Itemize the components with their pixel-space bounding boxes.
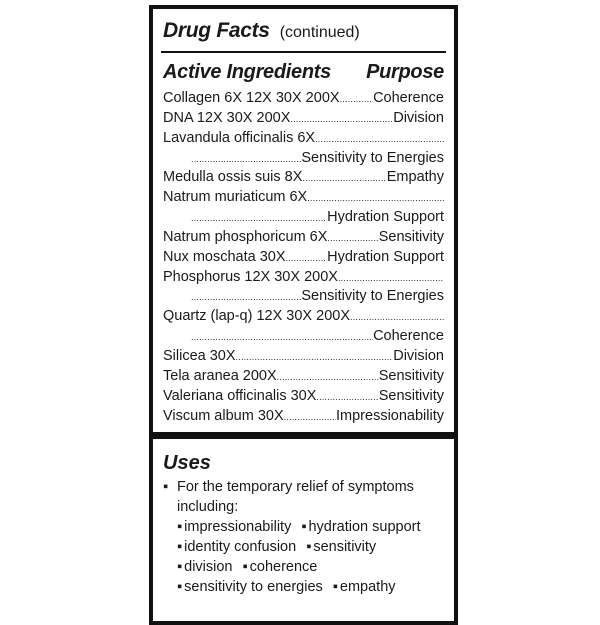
ingredient-purpose: Division: [393, 347, 444, 364]
uses-body: [163, 477, 444, 597]
drug-facts-header: [163, 19, 444, 51]
column-headers: [163, 61, 444, 87]
symptom-item: ▪ empathy: [333, 577, 396, 597]
ingredient-name: Natrum muriaticum 6X: [163, 189, 308, 206]
symptom-item: ▪ coherence: [243, 557, 318, 577]
ingredient-name: Natrum phosphoricum 6X: [163, 228, 328, 245]
symptom-item: ▪ division: [177, 557, 233, 577]
ingredient-purpose: Sensitivity: [378, 228, 444, 245]
active-ingredients-heading: Active Ingredients: [163, 61, 331, 83]
ingredient-purpose: Sensitivity: [378, 387, 444, 404]
ingredients-list: [163, 89, 444, 426]
ingredient-name: Silicea 30X: [163, 347, 236, 364]
dot-leader: [236, 347, 394, 367]
dot-leader: [277, 367, 379, 387]
dot-leader: [338, 268, 444, 288]
symptom-line: [177, 537, 444, 557]
ingredient-name: Phosphorus 12X 30X 200X: [163, 268, 338, 285]
ingredient-name: Quartz (lap-q) 12X 30X 200X: [163, 308, 350, 325]
uses-intro-continued: [177, 497, 444, 597]
ingredient-name: Medulla ossis suis 8X: [163, 169, 303, 186]
ingredient-name: Viscum album 30X: [163, 407, 284, 424]
ingredient-purpose: Impressionability: [336, 407, 444, 424]
dot-leader: [316, 387, 378, 407]
symptom-item: ▪ sensitivity to energies: [177, 577, 323, 597]
ingredient-name: Nux moschata 30X: [163, 248, 286, 265]
ingredient-row: [163, 327, 444, 347]
drug-facts-title: Drug Facts: [163, 19, 270, 42]
dot-leader: [350, 307, 444, 327]
ingredient-row: [163, 307, 444, 327]
ingredient-row: [163, 367, 444, 387]
ingredient-row: [163, 109, 444, 129]
ingredient-row: [163, 268, 444, 288]
uses-intro-line1: For the temporary relief of symptoms: [177, 479, 414, 495]
dot-leader: [284, 407, 336, 427]
symptom-line: [177, 577, 444, 597]
dot-leader: [327, 228, 378, 248]
ingredient-purpose: Hydration Support: [327, 209, 444, 226]
ingredient-row: [163, 248, 444, 268]
ingredient-row: [163, 89, 444, 109]
dot-leader: [340, 89, 374, 109]
header-divider: [161, 51, 446, 53]
ingredient-purpose: Hydration Support: [327, 248, 444, 265]
ingredient-row: [163, 387, 444, 407]
uses-section: [163, 449, 444, 597]
purpose-heading: Purpose: [366, 61, 444, 83]
dot-leader: [191, 327, 373, 347]
uses-heading: Uses: [163, 452, 211, 474]
uses-intro-line2: including:: [177, 499, 239, 515]
dot-leader: [191, 149, 301, 169]
uses-bullet: [163, 477, 444, 497]
drug-facts-panel: [149, 5, 458, 625]
ingredient-row: [163, 228, 444, 248]
ingredient-purpose: Empathy: [386, 169, 444, 186]
bullet-icon: ▪: [163, 479, 169, 495]
dot-leader: [302, 168, 386, 188]
ingredient-row: [163, 188, 444, 208]
ingredient-row: [163, 168, 444, 188]
dot-leader: [290, 109, 393, 129]
ingredient-purpose: Sensitivity to Energies: [301, 288, 444, 305]
ingredient-purpose: Division: [393, 109, 444, 126]
dot-leader: [307, 188, 444, 208]
dot-leader: [191, 208, 327, 228]
ingredient-name: Lavandula officinalis 6X: [163, 129, 316, 146]
dot-leader: [286, 248, 328, 268]
symptom-item: ▪ identity confusion: [177, 537, 296, 557]
ingredient-name: DNA 12X 30X 200X: [163, 109, 291, 126]
ingredient-purpose: Sensitivity: [378, 367, 444, 384]
drug-facts-subtitle: (continued): [279, 24, 360, 41]
ingredient-row: [163, 149, 444, 169]
section-divider: [153, 432, 454, 439]
ingredient-name: Tela aranea 200X: [163, 367, 277, 384]
symptom-line: [177, 557, 444, 577]
ingredient-name: Collagen 6X 12X 30X 200X: [163, 90, 340, 106]
ingredient-purpose: Coherence: [373, 328, 444, 345]
ingredient-row: [163, 347, 444, 367]
symptom-item: ▪ hydration support: [301, 517, 420, 537]
ingredient-row: [163, 129, 444, 149]
symptom-item: ▪ sensitivity: [306, 537, 376, 557]
ingredient-row: [163, 287, 444, 307]
symptom-item: ▪ impressionability: [177, 517, 291, 537]
ingredient-row: [163, 208, 444, 228]
dot-leader: [191, 287, 301, 307]
ingredient-name: Valeriana officinalis 30X: [163, 387, 317, 404]
ingredient-purpose: Sensitivity to Energies: [301, 149, 444, 166]
symptom-line: [177, 517, 444, 537]
dot-leader: [315, 129, 444, 149]
symptoms-list: [177, 517, 444, 597]
ingredient-purpose: Coherence: [373, 90, 444, 106]
ingredient-row: [163, 407, 444, 427]
